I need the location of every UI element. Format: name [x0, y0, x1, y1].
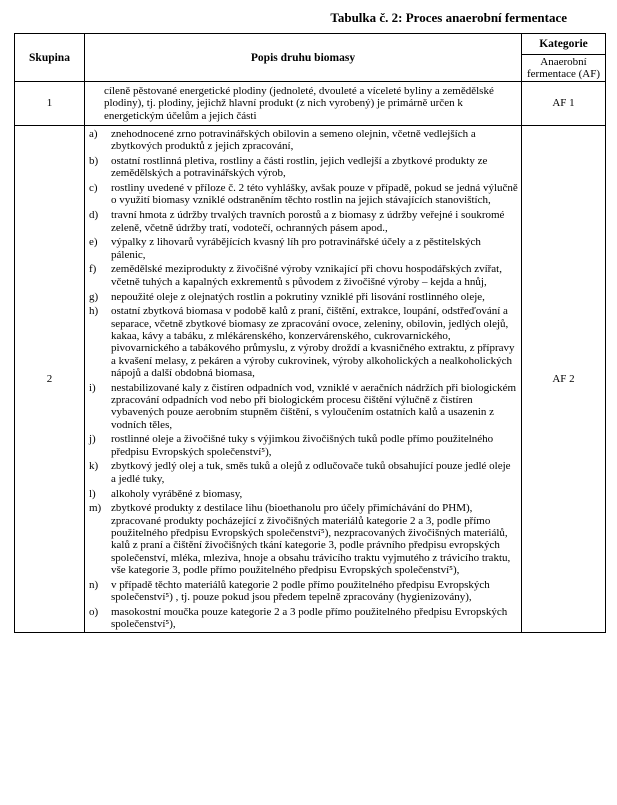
list-item-text: zemědělské meziprodukty z živočišné výroby vznikající při chovu hospodářských zvířat, včetně tuhých a kapalných exkrementů s původem z živočišné výroby – kejda a hnůj,	[111, 263, 502, 288]
list-item-text: nestabilizované kaly z čistíren odpadních vod, vzniklé v aeračních nádržích při biologickém zpracování odpadních vod nebo při biologickém procesu čištění výlučně z čistíren vybavených pouze aerobním stupněm čištění, s vyloučením ostatních kalů a usazenin z vodních těles,	[111, 381, 517, 431]
list-item-label: g)	[89, 290, 99, 303]
list-item	[89, 502, 518, 576]
list-item-text: nepoužité oleje z olejnatých rostlin a pokrutiny vzniklé při lisování rostlinného oleje,	[111, 290, 485, 303]
biomass-table	[14, 33, 606, 633]
list-item-label: c)	[89, 182, 98, 195]
list-item	[89, 382, 518, 431]
list-item-text: travní hmota z údržby trvalých travních porostů a z biomasy z údržby veřejné i soukromé zeleně, včetně údržby tratí, vodotečí, ochranných pásem apod.,	[111, 209, 505, 234]
list-item-text: alkoholy vyráběné z biomasy,	[111, 487, 243, 500]
list-item-text: zbytkové produkty z destilace lihu (bioethanolu pro účely přimíchávání do PHM), zpracované produkty pocházející z živočišných materiálů kategorie 2 a 3, podle přímo použitelného předpisu Evropských společenství⁵), nezpracovaných živočišných materiálů, kalů z praní a čištění živočišných tkání kategorie 3, podle právního předpisu evropských společenství, mléka, mleziva, hnoje a obsahu trávicího traktu vyjmutého z trávicího traktu, vše kategorie 3, podle přímo použitelného předpisu Evropských společenství⁵),	[111, 502, 511, 576]
list-item-label: a)	[89, 128, 98, 140]
table-row-1	[15, 82, 606, 126]
header-skupina: Skupina	[15, 34, 85, 82]
list-item-label: h)	[89, 305, 99, 318]
list-item	[89, 579, 518, 604]
row2-kategorie: AF 2	[522, 126, 606, 633]
list-item-label: m)	[89, 502, 102, 515]
list-item-text: zbytkový jedlý olej a tuk, směs tuků a olejů z odlučovače tuků obsahující pouze jedlé oleje a jedlé tuky,	[111, 460, 511, 485]
list-item	[89, 433, 518, 458]
list-item-label: i)	[89, 381, 96, 394]
list-item-label: j)	[89, 433, 96, 446]
list-item	[89, 182, 518, 207]
list-item-label: n)	[89, 578, 99, 591]
list-item-text: masokostní moučka pouze kategorie 2 a 3 podle přímo použitelného předpisu Evropských společenství⁵),	[111, 605, 508, 630]
list-item-text: rostliny uvedené v příloze č. 2 této vyhlášky, avšak pouze v případě, pokud se jedná výlučně o využití biomasy vzniklé odstraněním těchto rostlin na jejich stávajících stanovištích,	[111, 182, 518, 207]
header-popis: Popis druhu biomasy	[85, 34, 522, 82]
list-item	[89, 155, 518, 180]
list-item	[89, 305, 518, 379]
list-item-label: e)	[89, 236, 98, 249]
header-kategorie-sub: Anaerobní fermentace (AF)	[522, 55, 606, 82]
list-item	[89, 606, 518, 631]
list-item	[89, 488, 518, 500]
list-item-label: k)	[89, 460, 99, 473]
header-row	[15, 34, 606, 55]
row1-popis: cíleně pěstované energetické plodiny (jednoleté, dvouleté a víceleté byliny a zemědělské plodiny), tj. plodiny, jejichž hlavní produkt (z nich vyrobený) je primárně určen k energetickým účelům a jejich části	[85, 82, 522, 126]
list-item	[89, 263, 518, 288]
row1-kategorie: AF 1	[522, 82, 606, 126]
header-kategorie: Kategorie	[522, 34, 606, 55]
table-caption: Tabulka č. 2: Proces anaerobní fermentace	[330, 10, 567, 25]
list-item-label: d)	[89, 209, 99, 222]
list-item-text: výpalky z lihovarů vyrábějících kvasný líh pro potravinářské účely a z pěstitelských pálenic,	[111, 236, 481, 261]
row2-skupina: 2	[15, 126, 85, 633]
list-item	[89, 128, 518, 153]
list-item	[89, 236, 518, 261]
list-item-label: l)	[89, 487, 96, 500]
table-row-2	[15, 126, 606, 633]
list-item-text: ostatní rostlinná pletiva, rostliny a části rostlin, jejich vedlejší a zbytkové produkty ze zemědělských a potravinářských výrob,	[111, 155, 488, 180]
list-item	[89, 209, 518, 234]
row1-skupina: 1	[15, 82, 85, 126]
list-item-text: v případě těchto materiálů kategorie 2 podle přímo použitelného předpisu Evropských společenství⁵) , tj. pouze pokud jsou předem tepelně zpracovány (hygienizovány),	[111, 578, 490, 603]
list-item	[89, 291, 518, 303]
list-item-text: znehodnocené zrno potravinářských obilovin a semeno olejnin, včetně vedlejších a zbytkových produktů z jejich zpracování,	[111, 128, 476, 153]
list-item-label: f)	[89, 263, 97, 276]
list-item	[89, 460, 518, 485]
list-item-label: b)	[89, 155, 99, 168]
list-item-text: rostlinné oleje a živočišné tuky s výjimkou živočišných tuků podle přímo použitelného předpisu Evropských společenství⁵),	[111, 433, 494, 458]
row2-popis-list	[85, 126, 522, 633]
list-item-label: o)	[89, 605, 99, 618]
list-item-text: ostatní zbytková biomasa v podobě kalů z praní, čištění, extrakce, loupání, odstřeďování a separace, včetně zbytkové biomasy ze zpracování ovoce, zeleniny, obilovin, jedlých olejů, kakaa, kávy a tabáku, z mlékárenského, konzervárenského, cukrovarnického, pivovarnického a tabákového průmyslu, z výroby droždí a kvasničného extraktu, z přípravy a kvašení melasy, z pekáren a výroby cukrovinek, výroby alkoholických a nealkoholických nápojů a další obdobná biomasa,	[111, 305, 515, 379]
